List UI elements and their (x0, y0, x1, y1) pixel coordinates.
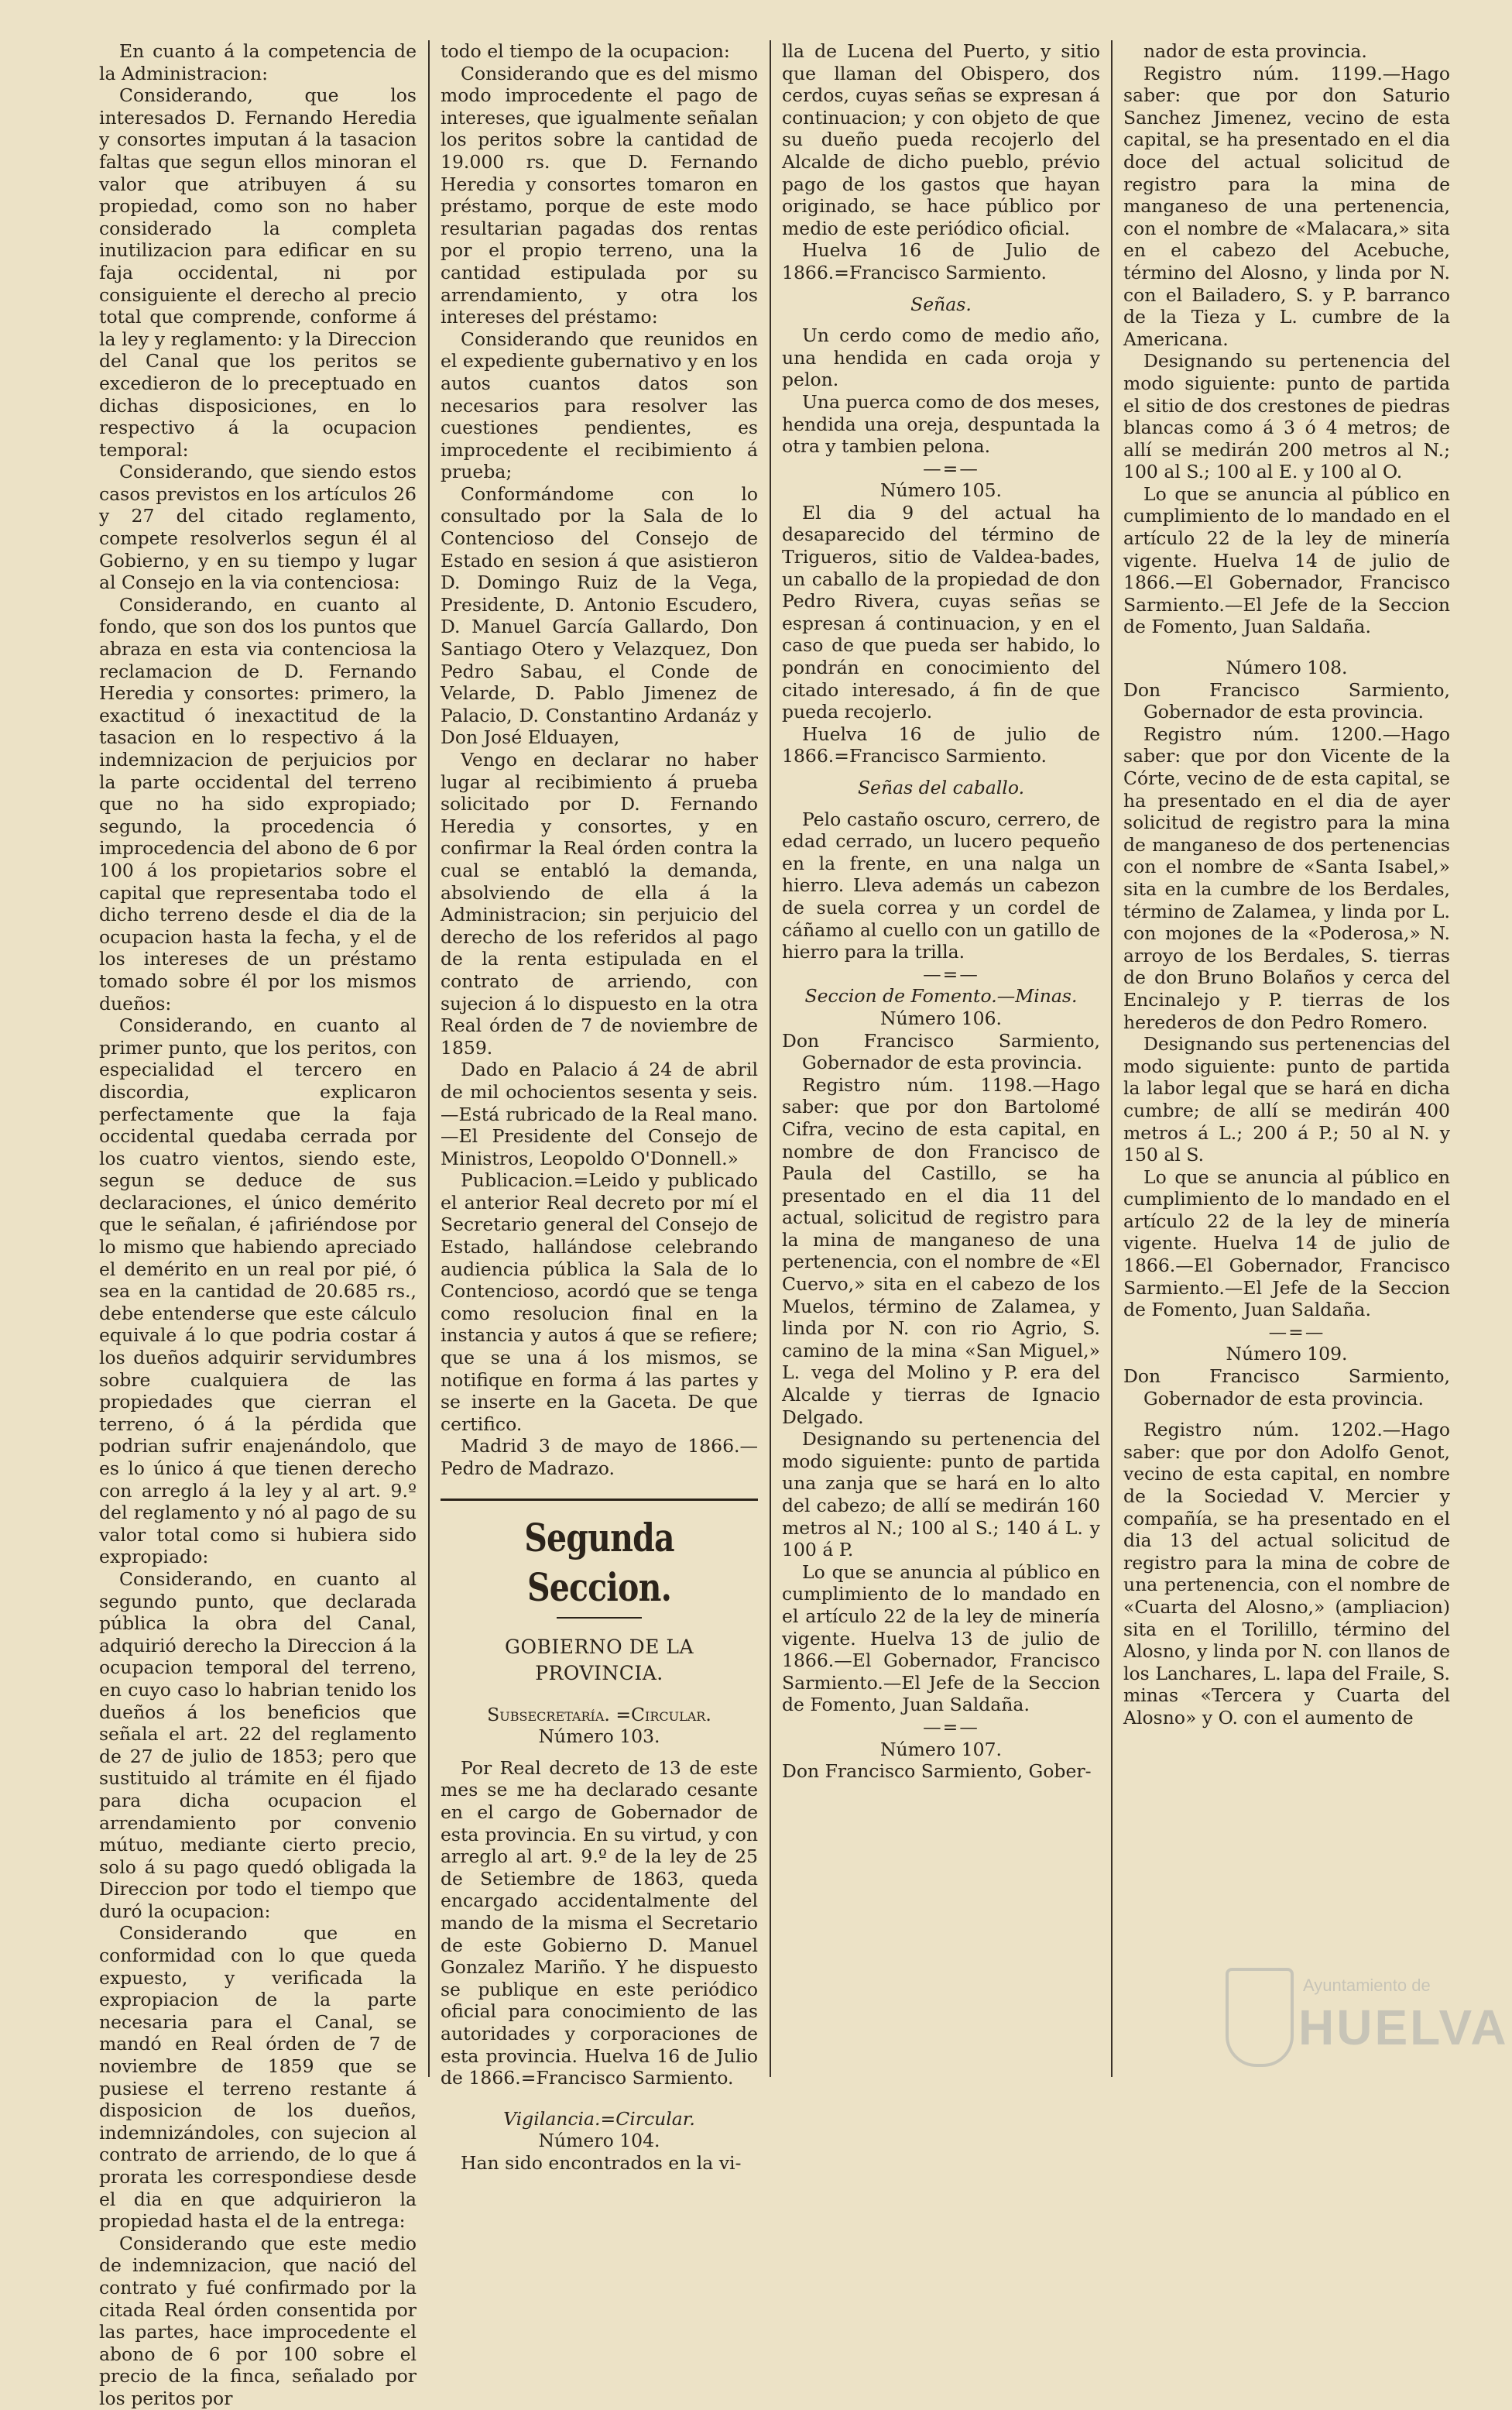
paragraph: Madrid 3 de mayo de 1866.—Pedro de Madrazo. (441, 1435, 758, 1479)
paragraph: Don Francisco Sarmiento, Gober- (782, 1760, 1092, 1783)
notice-number: Número 108. (1226, 657, 1348, 679)
spacer (1123, 1409, 1450, 1419)
paragraph: Pelo castaño oscuro, cerrero, de edad cerrado, un lucero pequeño en la frente, en una nalga un hierro. Lleva además un cabezon de suela correa y un cordel de cáñamo al cuello con un gatillo de hierro para la trilla. (782, 808, 1100, 963)
paragraph: Vengo en declarar no haber lugar al recibimiento á prueba solicitado por D. Fernando Heredia y consortes, y en confirmar la Real órden contra la cual se entabló la demanda, absolviendo de ella á la Administracion; sin perjuicio del derecho de los referidos al pago de la renta estipulada en el contrato de arriendo, con sujecion á lo dispuesto en la otra Real órden de 7 de noviembre de 1859. (441, 749, 758, 1059)
paragraph: Considerando, que siendo estos casos previstos en los artículos 26 y 27 del citado reglamento, compete resolverlos segun él al Gobierno, y en su tiempo y lugar al Consejo en la via contenciosa: (99, 461, 417, 594)
paragraph: Considerando, que los interesados D. Fernando Heredia y consortes imputan á la tasacion faltas que segun ellos minoran el valor que atribuyen á su propiedad, como son no haber considerado la completa inutilizacion para edificar en su faja occidental, ni por consiguiente el derecho al precio total que comprende, conforme á la ley y reglamento: y la Direccion del Canal que los peritos se excedieron de lo preceptuado en dichas disposiciones, en lo respectivo á la ocupacion temporal: (99, 84, 417, 461)
paragraph: Considerando que es del mismo modo improcedente el pago de intereses, que igualmente señalan los peritos sobre la cantidad de 19.000 rs. que D. Fernando Heredia y consortes tomaron en préstamo, porque de este modo resultarian pagadas dos rentas por el propio terreno, una la cantidad estipulada por su arrendamiento, y otra los intereses del préstamo: (441, 62, 758, 328)
paragraph: Registro núm. 1199.—Hago saber: que por don Saturio Sanchez Jimenez, vecino de esta capital, se ha presentado en el dia doce del actual solicitud de registro para la mina de manganeso de una pertenencia, con el nombre de «Malacara,» sita en el cabezo del Acebuche, término del Alosno, y linda por N. con el Bailadero, S. y P. barranco de la Tieza y L. cumbre de la Americana. (1123, 62, 1450, 350)
coat-of-arms-icon (1226, 1968, 1294, 2067)
column-2 (441, 40, 758, 2174)
spacer (782, 284, 1100, 294)
paragraph: nador de esta provincia. (1143, 40, 1367, 62)
paragraph: Por Real decreto de 13 de este mes se me ha declarado cesante en el cargo de Gobernador de esta provincia. En su virtud, y con arreglo al art. 9.º de la ley de 25 de Setiembre de 1863, queda encargado accidentalmente del mando de la misma el Secretario de este Gobierno D. Manuel Gonzalez Mariño. Y he dispuesto se publique en este periódico oficial para conocimiento de las autoridades y corporaciones de esta provincia. Huelva 16 de Julio de 1866.=Francisco Sarmiento. (441, 1756, 758, 2089)
paragraph: Don Francisco Sarmiento, Gobernador de esta provincia. (1123, 678, 1450, 723)
paragraph: El dia 9 del actual ha desaparecido del término de Trigueros, sitio de Valdea-bades, un caballo de la propiedad de don Pedro Rivera, cuyas señas se espresan á continuacion, y en el caso de que pueda ser habido, lo pondrán en conocimiento del citado interesado, á fin de que pueda recojerlo. (782, 501, 1100, 723)
separator: —=— (923, 457, 979, 479)
paragraph: Considerando que reunidos en el expediente gubernativo y en los autos cuantos datos son necesarios para resolver las cuestiones pendientes, es improcedente el recibimiento á prueba; (441, 328, 758, 483)
column-rule (770, 40, 771, 2077)
notice-number: Número 104. (538, 2130, 660, 2152)
paragraph: Considerando, en cuanto al primer punto, que los peritos, con especialidad el tercero en discordia, explicaron perfectamente que la faja occidental quedaba cerrada por los cuatro vientos, siendo este, segun se deduce de sus declaraciones, el único demérito que le señalan, é ¡afiriéndose por lo mismo que habiendo apreciado el demérito en un real por pié, ó sea en la cantidad de 20.685 rs., debe entenderse que este cálculo equivale á lo que podria costar á los dueños adquirir servidumbres sobre cualquiera de las propiedades que cierran el terreno, ó á la pérdida que podrian sufrir enajenándolo, que es lo único á que tienen derecho con arreglo á la ley y al art. 9.º del reglamento y nó al pago de su valor total como si hubiera sido expropiado: (99, 1014, 417, 1568)
watermark-line-1: Ayuntamiento de (1303, 1976, 1431, 1995)
paragraph: Designando su pertenencia del modo siguiente: punto de partida el sitio de dos crestones de piedras blancas como á 3 ó 4 metros; de allí se medirán 200 metros al N.; 100 al S.; 100 al E. y 100 al O. (1123, 350, 1450, 483)
circular-header: Subsecretaría. =Circular. (487, 1703, 711, 1725)
paragraph: Lo que se anuncia al público en cumplimiento de lo mandado en el artículo 22 de la ley de minería vigente. Huelva 13 de julio de 1866.—El Gobernador, Francisco Sarmiento.—El Jefe de la Seccion de Fomento, Juan Saldaña. (782, 1560, 1100, 1716)
paragraph: Considerando que en conformidad con lo que queda expuesto, y verificada la expropiacion de la parte necesaria para el Canal, se mandó en Real órden de 7 de noviembre de 1859 que se pusiese el terreno restante á disposicion de los dueños, indemnizándoles, con sujecion al contrato de arriendo, de lo que á prorata les correspondiese desde el dia en que adquirieron la propiedad hasta el de la entrega: (99, 1922, 417, 2233)
paragraph: Lo que se anuncia al público en cumplimiento de lo mandado en el artículo 22 de la ley de minería vigente. Huelva 14 de julio de 1866.—El Gobernador, Francisco Sarmiento.—El Jefe de la Seccion de Fomento, Juan Saldaña. (1123, 1166, 1450, 1321)
column-1 (99, 40, 417, 2409)
paragraph: Registro núm. 1200.—Hago saber: que por don Vicente de la Córte, vecino de de esta capital, se ha presentado en el dia de ayer solicitud de registro para la mina de manganeso de dos pertenencias con el nombre de «Santa Isabel,» sita en la cumbre de los Berdales, término de Zalamea, y linda por L. con mojones de la «Poderosa,» N. arroyo de los Berdales, S. tierras de don Bruno Bolaños y cerca del Encinalejo y P. tierras de los herederos de don Pedro Romero. (1123, 723, 1450, 1033)
paragraph: lla de Lucena del Puerto, y sitio que llaman del Obispero, dos cerdos, cuyas señas se expresan á continuacion; y con objeto de que su dueño pueda recojerlo del Alcalde de dicho pueblo, prévio pago de los gastos que hayan originado, se hace público por medio de este periódico oficial. (782, 40, 1100, 239)
notice-number: Número 106. (879, 1007, 1003, 1029)
paragraph: Un cerdo como de medio año, una hendida en cada oroja y pelon. (782, 324, 1100, 391)
separator: —=— (1268, 1320, 1325, 1343)
paragraph: Considerando, en cuanto al segundo punto, que declarada pública la obra del Canal, adquirió derecho la Direccion á la ocupacion temporal del terreno, en cuyo caso lo habrian tenido los dueños á los beneficios que señala el art. 22 del reglamento de 27 de julio de 1853; pero que sustituido al trámite en él fijado para dicha ocupacion el arrendamiento por convenio mútuo, mediante cierto precio, solo á su pago quedó obligada la Direccion por todo el tiempo que duró la ocupacion: (99, 1567, 417, 1922)
column-4 (1123, 40, 1450, 2077)
paragraph: todo el tiempo de la ocupacion: (441, 40, 730, 62)
column-3 (782, 40, 1100, 2077)
spacer (441, 1694, 758, 1704)
paragraph: Han sido encontrados en la vi- (461, 2151, 742, 2174)
notice-number: Número 109. (1226, 1343, 1348, 1365)
section-title: Segunda Seccion. (524, 1514, 674, 1610)
paragraph: Don Francisco Sarmiento, Gobernador de esta provincia. (1123, 1365, 1450, 1409)
subheading: Señas del caballo. (857, 777, 1025, 798)
spacer (782, 767, 1100, 777)
paragraph: Don Francisco Sarmiento, Gobernador de esta provincia. (782, 1029, 1100, 1074)
watermark-line-2: HUELVA (1298, 2000, 1509, 2055)
section-header: Seccion de Fomento.—Minas. (804, 985, 1078, 1008)
paragraph: Registro núm. 1198.—Hago saber: que por don Bartolomé Cifra, vecino de esta capital, en nombre de don Francisco de Paula del Castillo, se ha presentado en el dia 11 del actual, solicitud de registro para la mina de manganeso de una pertenencia, con el nombre de «El Cuervo,» sita en el cabezo de los Muelos, término de Zalamea, y linda por N. con rio Agrio, S. camino de la mina «San Miguel,» L. vega del Molino y P. era del Alcalde y tierras de Ignacio Delgado. (782, 1073, 1100, 1428)
paragraph: Huelva 16 de julio de 1866.=Francisco Sarmiento. (782, 723, 1100, 767)
column-rule (1111, 40, 1113, 2077)
separator: —=— (923, 963, 979, 985)
paragraph: Designando sus pertenencias del modo siguiente: punto de partida la labor legal que se hará en dicha cumbre; de allí se medirán 400 metros á L.; 200 á P.; 50 al N. y 150 al S. (1123, 1033, 1450, 1166)
paragraph: Designando su pertenencia del modo siguiente: punto de partida una zanja que se hará en lo alto del cabezo; de allí se medirán 160 metros al N.; 100 al S.; 140 á L. y 100 á P. (782, 1428, 1100, 1561)
watermark-stamp (1218, 1960, 1509, 2076)
paragraph: Conformándome con lo consultado por la Sala de lo Contencioso del Consejo de Estado en sesion á que asistieron D. Domingo Ruiz de la Vega, Presidente, D. Antonio Escudero, D. Manuel García Gallardo, Don Santiago Otero y Velazquez, Don Pedro Sabau, el Conde de Velarde, D. Pablo Jimenez de Palacio, D. Constantino Ardanáz y Don José Elduayen, (441, 482, 758, 749)
spacer (1123, 638, 1450, 657)
circular-header: Vigilancia.=Circular. (503, 2107, 695, 2130)
subheading: Señas. (910, 293, 972, 315)
spacer (441, 2089, 758, 2108)
spacer (782, 799, 1100, 808)
spacer (782, 315, 1100, 324)
spacer (441, 1748, 758, 1757)
separator: —=— (923, 1715, 979, 1738)
column-rule (428, 40, 430, 2077)
paragraph: Dado en Palacio á 24 de abril de mil ochocientos sesenta y seis.—Está rubricado de la Real mano.—El Presidente del Consejo de Ministros, Leopoldo O'Donnell.» (441, 1059, 758, 1169)
government-heading: GOBIERNO DE LA PROVINCIA. (505, 1635, 694, 1684)
paragraph: Considerando, en cuanto al fondo, que son dos los puntos que abraza en esta via contenciosa la reclamacion de D. Fernando Heredia y consortes: primero, la exactitud ó inexactitud de la tasacion en lo respectivo á la indemnizacion de perjuicios por la parte occidental del terreno que no ha sido expropiado; segundo, la procedencia ó improcedencia del abono de 6 por 100 á los propietarios sobre el capital que representaba todo el dicho terreno desde el dia de la ocupacion hasta la fecha, y el de los intereses de un préstamo tomado sobre él por los mismos dueños: (99, 593, 417, 1014)
paragraph: Registro núm. 1202.—Hago saber: que por don Adolfo Genot, vecino de esta capital, en nombre de la Sociedad V. Mercier y compañía, se ha presentado en el dia 13 del actual solicitud de registro para la mina de cobre de una pertenencia, con el nombre de «Cuarta del Alosno,» (ampliacion) sita en el Torilillo, término del Alosno, y linda por N. con llanos de los Lanchares, L. lapa del Fraile, S. minas «Tercera y Cuarta del Alosno» y O. con el aumento de (1123, 1419, 1450, 1729)
paragraph: Una puerca como de dos meses, hendida una oreja, despuntada la otra y tambien pelona. (782, 390, 1100, 458)
paragraph: En cuanto á la competencia de la Administracion: (99, 40, 417, 84)
notice-number: Número 107. (879, 1738, 1003, 1760)
section-divider (441, 1499, 758, 1501)
title-underline (557, 1617, 642, 1619)
paragraph: Lo que se anuncia al público en cumplimiento de lo mandado en el artículo 22 de la ley de minería vigente. Huelva 14 de julio de 1866.—El Gobernador, Francisco Sarmiento.—El Jefe de la Seccion de Fomento, Juan Saldaña. (1123, 482, 1450, 638)
notice-number: Número 103. (538, 1725, 660, 1748)
paragraph: Publicacion.=Leido y publicado el anterior Real decreto por mí el Secretario general del Consejo de Estado, hallándose celebrando audiencia pública la Sala de lo Contencioso, acordó que se tenga como resolucion final en la instancia y autos á que se refiere; que se una á los mismos, se notifique en forma á las partes y se inserte en la Gaceta. De que certifico. (441, 1169, 758, 1435)
paragraph: Considerando que este medio de indemnizacion, que nació del contrato y fué confirmado por la citada Real órden consentida por las partes, hace improcedente el abono de 6 por 100 sobre el precio de la finca, señalado por los peritos por (99, 2232, 417, 2409)
notice-number: Número 105. (879, 479, 1003, 502)
paragraph: Huelva 16 de Julio de 1866.=Francisco Sarmiento. (782, 239, 1100, 283)
